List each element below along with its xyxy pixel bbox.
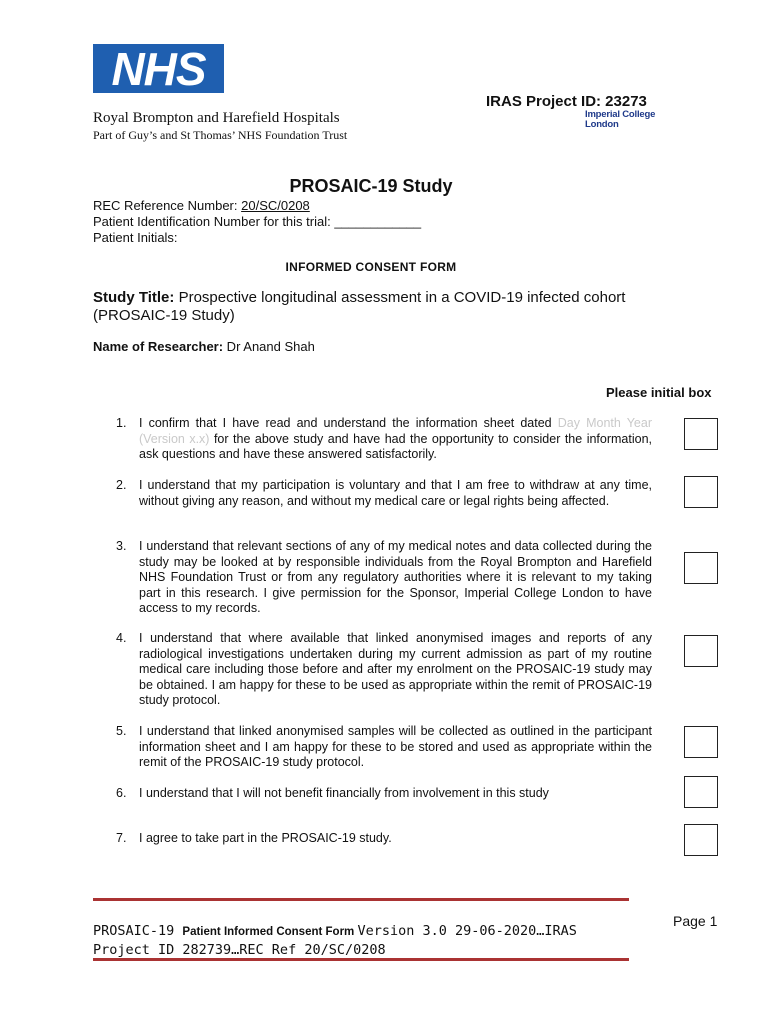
item-text-start: I confirm that I have read and understand the information sheet dated [139,416,558,430]
initial-box-7[interactable] [684,824,718,856]
item-text: I understand that where available that linked anonymised images and reports of any radiological investigations undertaken during my current admission as part of my routine medical care including those before and after my enrolment on the PROSAIC-19 study may be obtained. I am happy for these to be used as appropriate within the remit of PROSAIC-19 study protocol. [139,631,652,707]
consent-item [116,416,652,463]
item-text: I understand that I will not benefit financially from involvement in this study [139,786,549,800]
consent-item [116,724,652,771]
item-text: I understand that relevant sections of any of my medical notes and data collected during the study may be looked at by responsible individuals from the Royal Brompton and Harefield NHS Foundation Trust or from any regulatory authorities where it is relevant to my taking part in this research. I give permission for the Sponsor, Imperial College London to have access to my records. [139,539,652,615]
page-number: Page 1 [673,913,718,929]
consent-item [116,831,652,847]
initial-box-4[interactable] [684,635,718,667]
initial-box-header: Please initial box [606,385,712,400]
item-number: 5. [116,724,127,738]
item-date-placeholder: Day Month Year (Version x.x) [139,416,652,446]
initial-box-6[interactable] [684,776,718,808]
footer-text [93,922,633,959]
researcher-name [93,339,315,354]
item-text [139,416,652,463]
footer-version: Version 3.0 29-06-2020…IRAS Project ID 282739…REC Ref 20/SC/0208 [93,923,577,958]
rec-reference [93,198,310,213]
org-subtitle: Part of Guy’s and St Thomas’ NHS Foundation Trust [93,128,348,142]
item-number: 1. [116,416,127,430]
consent-item [116,539,652,617]
rec-reference-value: 20/SC/0208 [241,198,310,213]
item-number: 2. [116,478,127,492]
item-number: 7. [116,831,127,845]
consent-form-heading: INFORMED CONSENT FORM [285,260,457,274]
study-title-label: Study Title: [93,289,175,306]
study-title [93,289,663,325]
rec-reference-label: REC Reference Number: [93,198,242,213]
item-text: I understand that my participation is voluntary and that I am free to withdraw at any time, without giving any reason, and without my medical care or legal rights being affected. [139,478,652,508]
item-number: 4. [116,631,127,645]
researcher-label: Name of Researcher: [93,339,224,354]
nhs-logo-text: NHS [111,42,206,95]
item-text-end: for the above study and have had the opportunity to consider the information, ask questions and have these answered satisfactorily. [139,431,653,461]
consent-item [116,786,652,802]
initial-box-2[interactable] [684,476,718,508]
patient-initials-field: Patient Initials: [93,230,178,245]
footer-study: PROSAIC-19 [93,923,183,939]
study-title-text: Prospective longitudinal assessment in a COVID-19 infected cohort (PROSAIC-19 Study) [93,289,626,324]
item-number: 3. [116,539,127,553]
patient-id-field: Patient Identification Number for this trial: ____________ [93,214,422,229]
footer-divider-top [93,898,629,901]
item-text: I agree to take part in the PROSAIC-19 study. [139,831,392,845]
item-number: 6. [116,786,127,800]
imperial-logo-line1: Imperial College [585,109,656,120]
footer-divider-bottom [93,958,629,961]
iras-project-id: IRAS Project ID: 23273 [486,93,647,110]
initial-box-5[interactable] [684,726,718,758]
org-name: Royal Brompton and Harefield Hospitals [93,110,340,126]
nhs-logo [93,44,224,93]
initial-box-3[interactable] [684,552,718,584]
item-text: I understand that linked anonymised samples will be collected as outlined in the participant information sheet and I am happy for these to be stored and used as appropriate within the remit of the PROSAIC-19 study protocol. [139,724,652,769]
consent-item [116,478,652,509]
imperial-college-logo [585,110,655,130]
imperial-logo-line2: London [585,119,619,130]
initial-box-1[interactable] [684,418,718,450]
researcher-value: Dr Anand Shah [223,339,315,354]
consent-item [116,631,652,709]
footer-form-name: Patient Informed Consent Form [182,926,358,938]
document-title: PROSAIC-19 Study [289,176,453,196]
